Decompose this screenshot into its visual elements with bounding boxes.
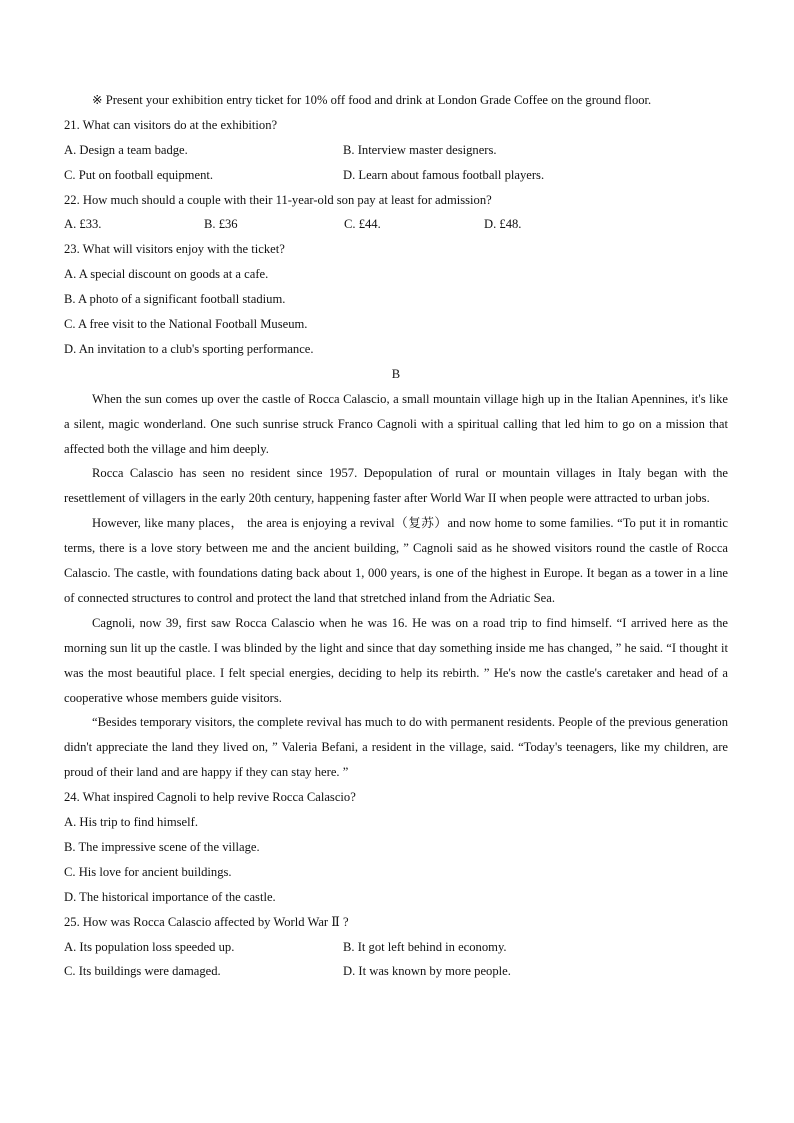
question-25	[64, 910, 728, 985]
question-24	[64, 785, 728, 909]
option-a: A. A special discount on goods at a cafe.	[64, 267, 269, 282]
option-c: C. A free visit to the National Football Museum.	[64, 317, 308, 332]
question-23	[64, 237, 728, 361]
exhibition-notice: ※ Present your exhibition entry ticket for 10% off food and drink at London Grade Coffee on the ground floor.	[92, 93, 652, 107]
page-content	[64, 88, 728, 984]
option-b: B. Interview master designers.	[343, 142, 497, 157]
question-stem: 24. What inspired Cagnoli to help revive Rocca Calascio?	[64, 790, 356, 805]
passage-b	[64, 387, 728, 786]
option-d: D. £48.	[484, 217, 522, 232]
question-22	[64, 188, 728, 238]
option-d: D. The historical importance of the castle.	[64, 889, 276, 904]
option-b: B. £36	[204, 217, 238, 232]
question-stem: 21. What can visitors do at the exhibition?	[64, 117, 278, 132]
question-options	[64, 212, 728, 237]
option-d: D. Learn about famous football players.	[343, 167, 545, 182]
option-d: D. It was known by more people.	[343, 964, 511, 979]
passage-paragraph: Rocca Calascio has seen no resident since 1957. Depopulation of rural or mountain villages in Italy began with the resettlement of villagers in the early 20th century, happening faster after World War II when people were attracted to urban jobs.	[64, 466, 728, 506]
passage-paragraph: “Besides temporary visitors, the complete revival has much to do with permanent residents. People of the previous generation didn't appreciate the land they lived on, ” Valeria Befani, a resident in the village, said. “Today's teenagers, like my children, are proud of their land and are happy if they can stay here. ”	[64, 715, 728, 780]
option-b: B. The impressive scene of the village.	[64, 839, 260, 854]
passage-paragraph: However, like many places， the area is enjoying a revival（复苏）and now home to some families. “To put it in romantic terms, there is a love story between me and the ancient building, ” Cagnoli said as he showed visitors round the castle of Rocca Calascio. The castle, with foundations dating back about 1, 000 years, is one of the highest in Europe. It began as a tower in a line of connected structures to control and protect the land that stretched inland from the Adriatic Sea.	[64, 516, 728, 605]
option-a: A. Its population loss speeded up.	[64, 939, 235, 954]
option-b: B. It got left behind in economy.	[343, 939, 507, 954]
option-a: A. £33.	[64, 217, 102, 232]
question-stem: 23. What will visitors enjoy with the ticket?	[64, 242, 285, 257]
passage-paragraph: When the sun comes up over the castle of Rocca Calascio, a small mountain village high up in the Italian Apennines, it's like a silent, magic wonderland. One such sunrise struck Franco Cagnoli with a spiritual calling that led him to go on a mission that affected both the village and him deeply.	[64, 391, 728, 456]
option-a: A. His trip to find himself.	[64, 815, 198, 830]
question-options	[64, 935, 728, 985]
passage-paragraph: Cagnoli, now 39, first saw Rocca Calascio when he was 16. He was on a road trip to find himself. “I arrived here as the morning sun lit up the castle. I was blinded by the light and since that day something inside me has changed, ” he said. “I thought it was the most beautiful place. I felt special energies, deciding to help its rebirth. ” He's now the castle's caretaker and head of a cooperative whose members guide visitors.	[64, 615, 728, 705]
option-a: A. Design a team badge.	[64, 142, 188, 157]
option-c: C. £44.	[344, 217, 381, 232]
section-b-title: B	[391, 366, 401, 381]
question-stem: 22. How much should a couple with their 11-year-old son pay at least for admission?	[64, 192, 492, 207]
option-d: D. An invitation to a club's sporting performance.	[64, 341, 314, 356]
option-c: C. His love for ancient buildings.	[64, 864, 232, 879]
question-stem: 25. How was Rocca Calascio affected by World War Ⅱ ?	[64, 914, 349, 929]
option-c: C. Put on football equipment.	[64, 167, 214, 182]
option-c: C. Its buildings were damaged.	[64, 964, 221, 979]
question-21	[64, 113, 728, 188]
question-options	[64, 138, 728, 188]
option-b: B. A photo of a significant football stadium.	[64, 292, 286, 307]
